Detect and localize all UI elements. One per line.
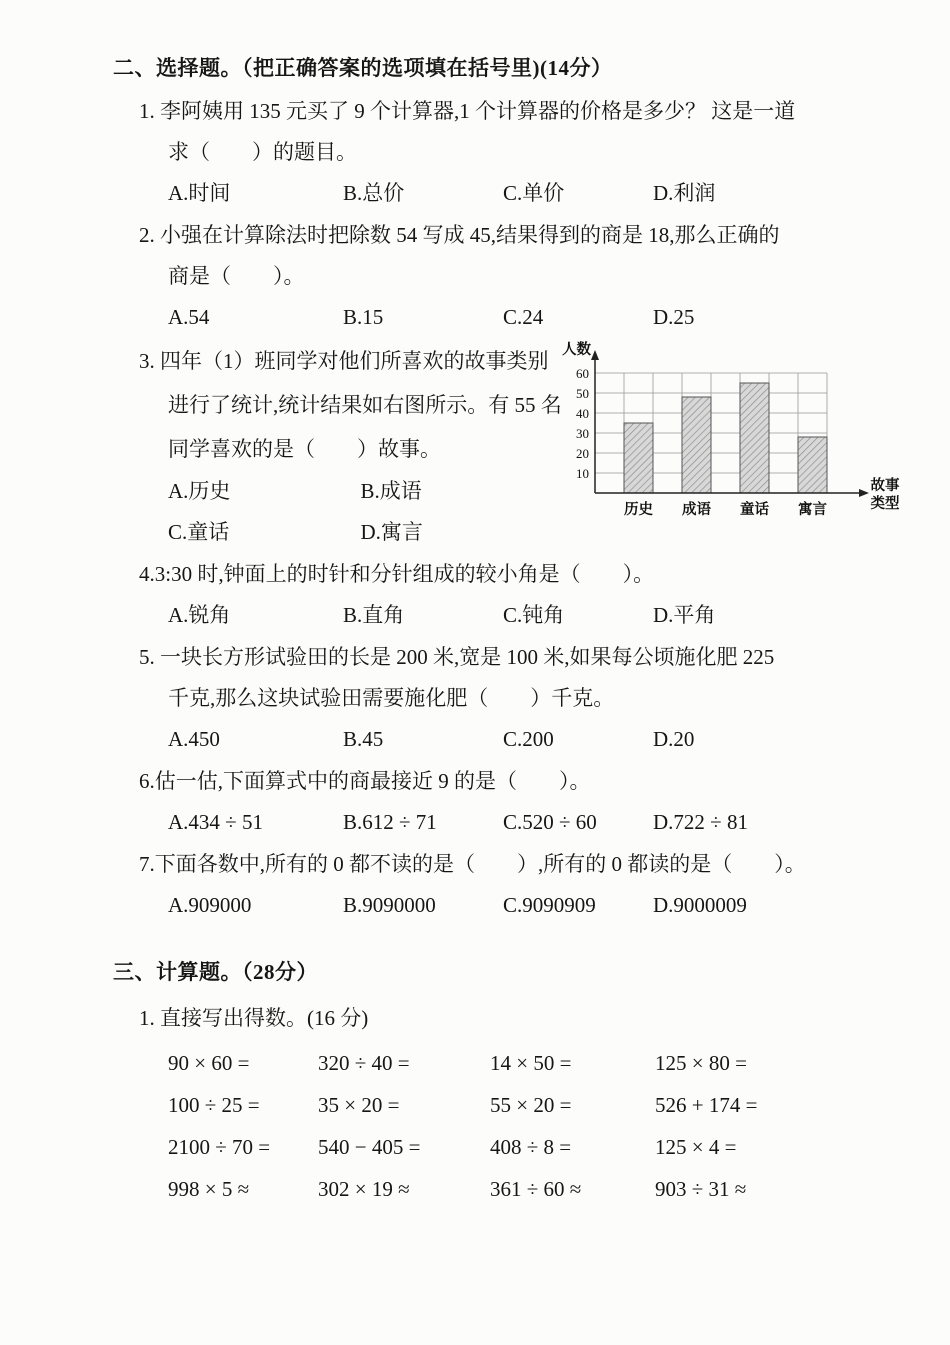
calc-expression: 302 × 19 ≈	[318, 1177, 410, 1201]
story-type-bar-chart	[553, 341, 901, 527]
question-3-line-2: 进行了统计,统计结果如右图所示。有 55 名	[168, 393, 562, 417]
option-c: C.24	[503, 305, 544, 329]
section-choice-title: 二、选择题。（把正确答案的选项填在括号里)(14分）	[113, 56, 613, 80]
option-a: A.434 ÷ 51	[168, 810, 263, 834]
option-b: B.45	[343, 727, 384, 751]
option-a: A.锐角	[168, 603, 231, 627]
question-5	[113, 637, 900, 760]
option-d: D.9000009	[653, 893, 747, 917]
svg-text:30: 30	[576, 426, 589, 441]
svg-text:寓言: 寓言	[798, 502, 827, 518]
option-d: D.利润	[653, 181, 716, 205]
option-c: C.单价	[503, 181, 565, 205]
calc-expression: 14 × 50 =	[490, 1051, 572, 1075]
question-4	[113, 554, 900, 636]
svg-text:历史: 历史	[624, 502, 653, 518]
option-d: D.25	[653, 305, 695, 329]
question-3-line-3: 同学喜欢的是（ ）故事。	[168, 437, 441, 461]
question-7-options	[168, 885, 900, 926]
svg-text:成语: 成语	[682, 502, 711, 518]
option-a: A.54	[168, 305, 210, 329]
svg-text:50: 50	[576, 386, 589, 401]
calc-expression: 540 − 405 =	[318, 1135, 421, 1159]
question-4-options	[168, 595, 900, 636]
calc-expression: 526 + 174 =	[655, 1093, 758, 1117]
option-d: D.20	[653, 727, 695, 751]
option-c: C.520 ÷ 60	[503, 810, 597, 834]
svg-text:童话: 童话	[740, 502, 769, 518]
calc-expression: 361 ÷ 60 ≈	[490, 1177, 582, 1201]
question-6-line-1: 6.估一估,下面算式中的商最接近 9 的是（ ）。	[139, 769, 591, 793]
calc-expression: 100 ÷ 25 =	[168, 1093, 260, 1117]
option-b: B.直角	[343, 603, 405, 627]
section-calc-title: 三、计算题。（28分）	[113, 960, 318, 984]
svg-text:60: 60	[576, 366, 589, 381]
calc-expression: 35 × 20 =	[318, 1093, 400, 1117]
option-a: A.历史	[168, 479, 231, 503]
question-1-line-2: 求（ ）的题目。	[168, 140, 357, 164]
question-1	[113, 91, 900, 214]
story-type-chart-container	[553, 341, 901, 533]
svg-text:人数: 人数	[562, 342, 591, 358]
svg-text:20: 20	[576, 446, 589, 461]
question-2	[113, 215, 900, 338]
calc-expression: 903 ÷ 31 ≈	[655, 1177, 747, 1201]
svg-text:类型: 类型	[870, 496, 900, 512]
option-c: C.9090909	[503, 893, 596, 917]
question-2-options	[168, 297, 900, 338]
svg-text:10: 10	[576, 466, 589, 481]
option-a: A.时间	[168, 181, 231, 205]
question-5-line-1: 5. 一块长方形试验田的长是 200 米,宽是 100 米,如果每公顷施化肥 225	[139, 645, 775, 669]
calc-row-3	[168, 1126, 900, 1168]
question-4-line-1: 4.3:30 时,钟面上的时针和分针组成的较小角是（ ）。	[139, 562, 655, 586]
option-c: C.钝角	[503, 603, 565, 627]
option-d: D.722 ÷ 81	[653, 810, 748, 834]
calc-expression: 998 × 5 ≈	[168, 1177, 250, 1201]
option-b: B.成语	[360, 479, 422, 503]
calc-row-1	[168, 1042, 900, 1084]
option-d: D.寓言	[360, 520, 423, 544]
option-c: C.童话	[168, 520, 230, 544]
question-2-line-2: 商是（ ）。	[168, 264, 305, 288]
question-3-text	[113, 339, 562, 553]
question-7-line-1: 7.下面各数中,所有的 0 都不读的是（ ）,所有的 0 都读的是（ ）。	[139, 852, 806, 876]
calc-expression: 408 ÷ 8 =	[490, 1135, 572, 1159]
calc-expression: 90 × 60 =	[168, 1051, 250, 1075]
question-6	[113, 761, 900, 843]
calc-subtitle: 1. 直接写出得数。(16 分)	[139, 1006, 369, 1030]
calc-expression: 320 ÷ 40 =	[318, 1051, 410, 1075]
option-b: B.15	[343, 305, 384, 329]
calc-row-2	[168, 1084, 900, 1126]
svg-text:故事: 故事	[870, 478, 900, 494]
calc-expression: 125 × 80 =	[655, 1051, 747, 1075]
calc-expression: 55 × 20 =	[490, 1093, 572, 1117]
option-b: B.9090000	[343, 893, 436, 917]
option-b: B.总价	[343, 181, 405, 205]
question-2-line-1: 2. 小强在计算除法时把除数 54 写成 45,结果得到的商是 18,那么正确的	[139, 223, 780, 247]
option-a: A.909000	[168, 893, 252, 917]
question-7	[113, 844, 900, 926]
question-5-options	[168, 719, 900, 760]
option-c: C.200	[503, 727, 554, 751]
option-a: A.450	[168, 727, 220, 751]
question-3-options-row-2	[168, 512, 553, 553]
calc-expression: 2100 ÷ 70 =	[168, 1135, 271, 1159]
question-6-options	[168, 802, 900, 843]
question-5-line-2: 千克,那么这块试验田需要施化肥（ ）千克。	[168, 686, 615, 710]
question-1-line-1: 1. 李阿姨用 135 元买了 9 个计算器,1 个计算器的价格是多少？ 这是一道	[139, 99, 796, 123]
question-3	[113, 339, 900, 553]
calc-row-4	[168, 1168, 900, 1210]
option-b: B.612 ÷ 71	[343, 810, 437, 834]
calc-expression: 125 × 4 =	[655, 1135, 737, 1159]
option-d: D.平角	[653, 603, 716, 627]
question-1-options	[168, 173, 900, 214]
question-3-options-row-1	[168, 471, 553, 512]
svg-text:40: 40	[576, 406, 589, 421]
question-3-line-1: 3. 四年（1）班同学对他们所喜欢的故事类别	[139, 349, 549, 373]
